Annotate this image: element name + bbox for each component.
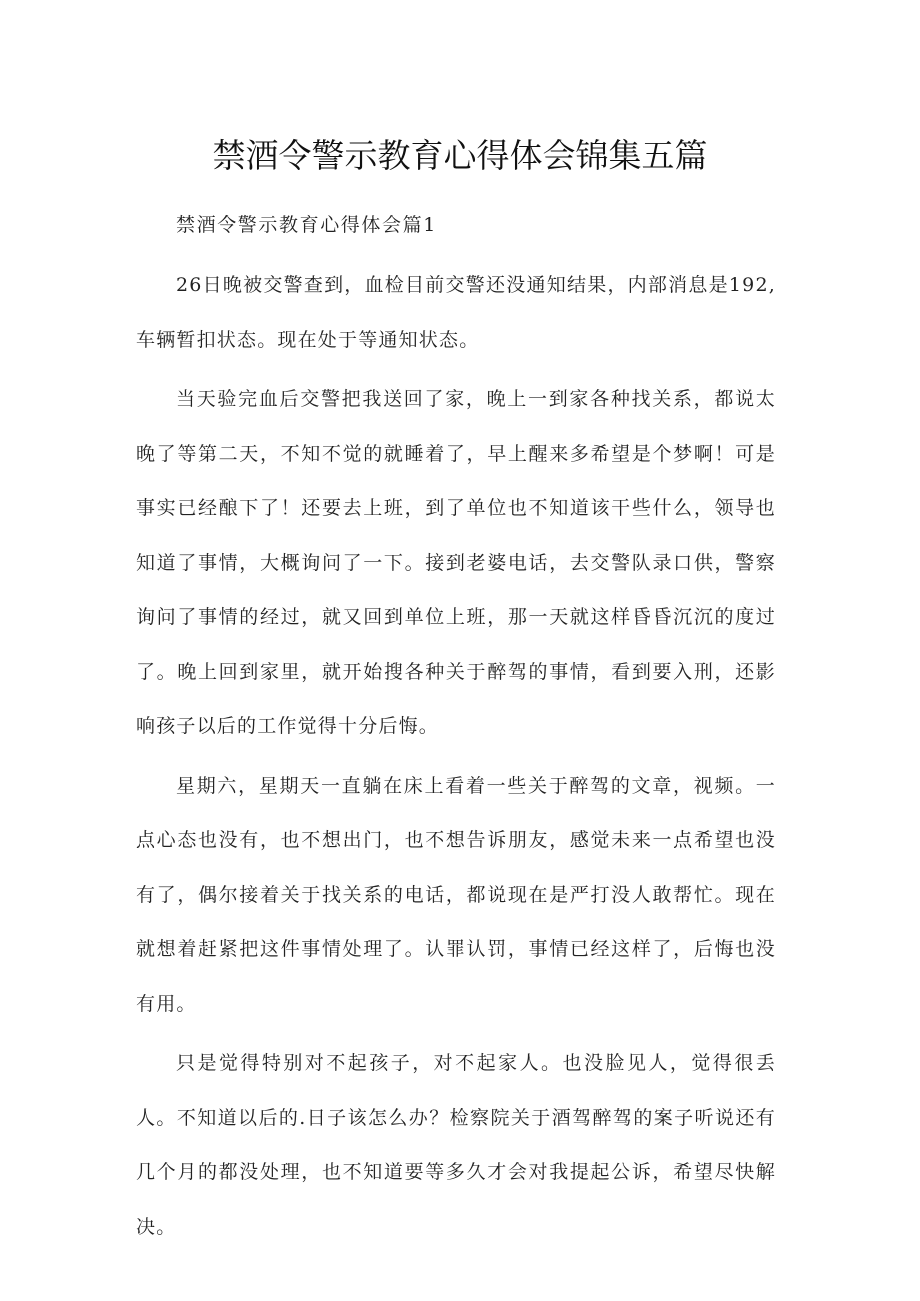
- document-body: [136, 258, 776, 1259]
- paragraph-1: 26日晚被交警查到，血检目前交警还没通知结果，内部消息是192,车辆暂扣状态。现在处于等通知状态。: [136, 274, 776, 351]
- document-title: 禁酒令警示教育心得体会锦集五篇: [212, 136, 708, 175]
- paragraph-2: 当天验完血后交警把我送回了家，晚上一到家各种找关系，都说太晚了等第二天，不知不觉的就睡着了，早上醒来多希望是个梦啊！可是事实已经酿下了！还要去上班，到了单位也不知道该干些什么，领导也知道了事情，大概询问了一下。接到老婆电话，去交警队录口供，警察询问了事情的经过，就又回到单位上班，那一天就这样昏昏沉沉的度过了。晚上回到家里，就开始搜各种关于醉驾的事情，看到要入刑，还影响孩子以后的工作觉得十分后悔。: [136, 388, 776, 737]
- section-subtitle: 禁酒令警示教育心得体会篇1: [176, 214, 437, 236]
- paragraph-3: 星期六，星期天一直躺在床上看着一些关于醉驾的文章，视频。一点心态也没有，也不想出门，也不想告诉朋友，感觉未来一点希望也没有了，偶尔接着关于找关系的电话，都说现在是严打没人敢帮忙。现在就想着赶紧把这件事情处理了。认罪认罚，事情已经这样了，后悔也没有用。: [136, 774, 776, 1015]
- paragraph-4: 只是觉得特别对不起孩子，对不起家人。也没脸见人，觉得很丢人。不知道以后的.日子该怎么办？检察院关于酒驾醉驾的案子听说还有几个月的都没处理，也不知道要等多久才会对我提起公诉，希望尽快解决。: [136, 1052, 776, 1238]
